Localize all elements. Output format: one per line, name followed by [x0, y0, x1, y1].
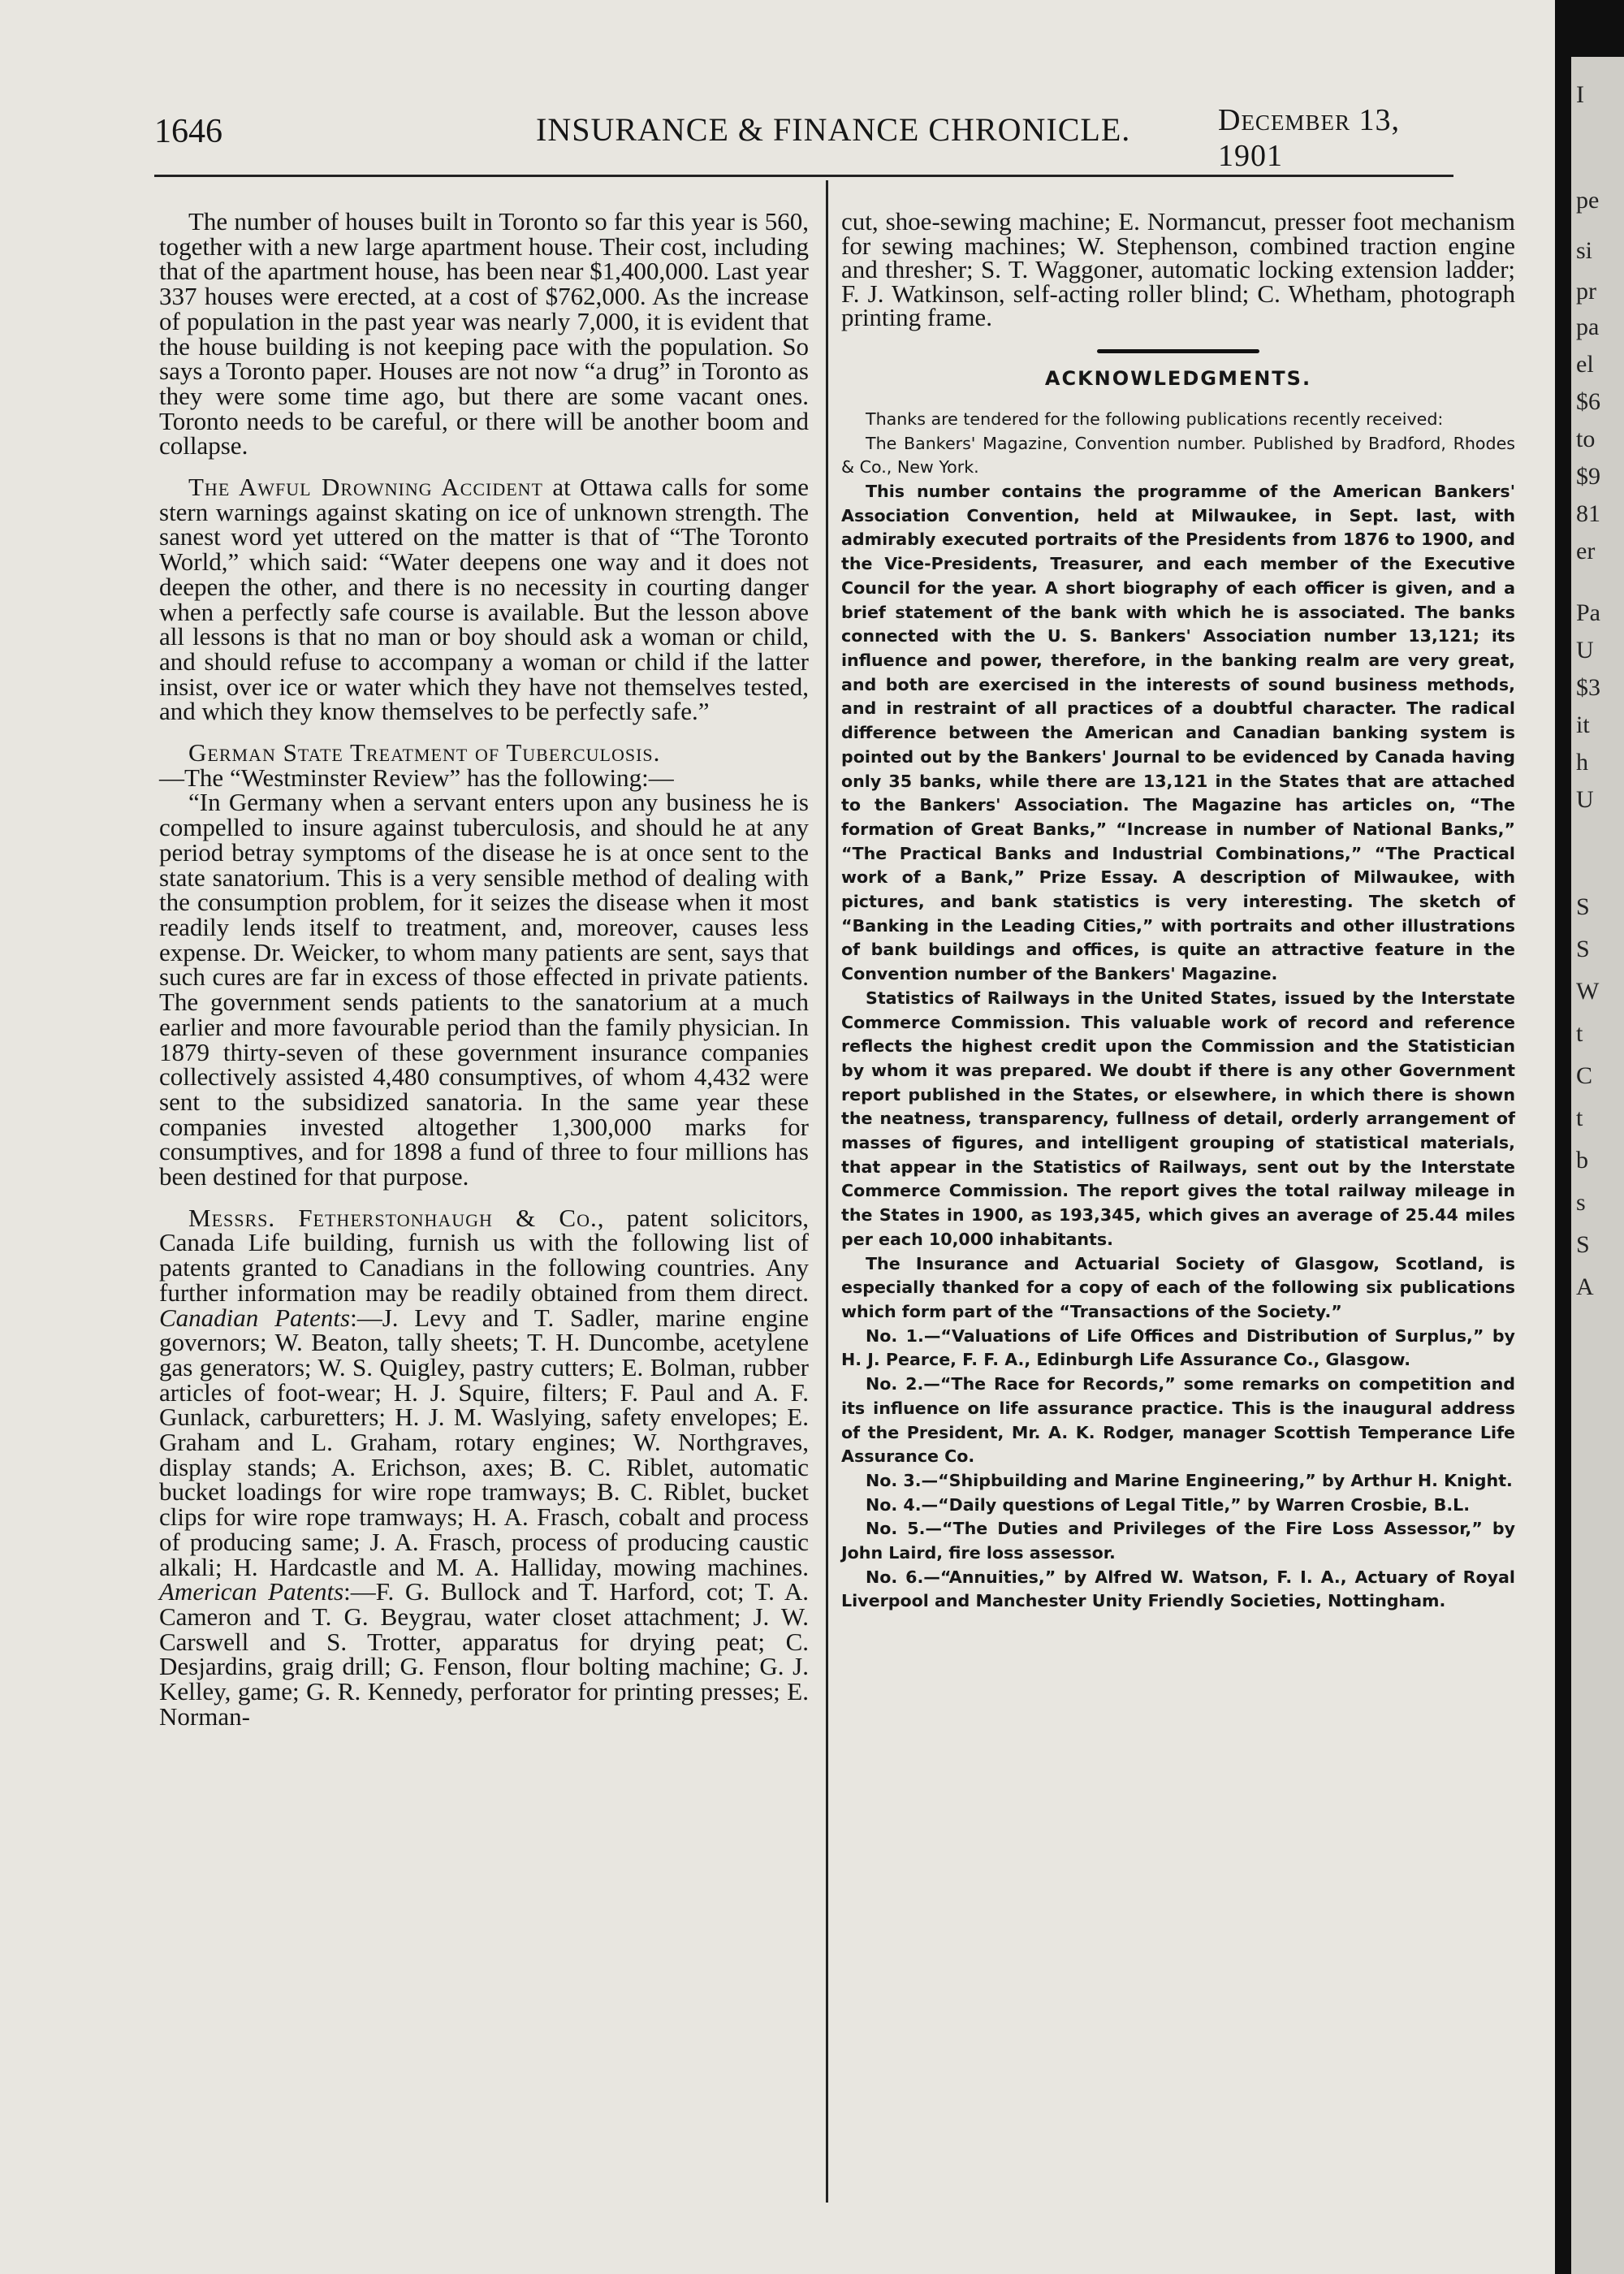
page-header — [154, 102, 1453, 173]
issue-date: December 13, 1901 — [1218, 103, 1400, 173]
publication-item: No. 6.—“Annuities,” by Alfred W. Watson, F. I. A., Actuary of Royal Liverpool and Manchester Unity Friendly Societies, Nottingham. — [841, 1567, 1515, 1611]
adjacent-page-fragment: h — [1576, 749, 1588, 776]
adjacent-page-fragment: si — [1576, 237, 1593, 264]
patents-paragraph — [159, 1203, 810, 1731]
american-patents-label: American Patents — [159, 1577, 344, 1606]
adjacent-page-fragment: $6 — [1576, 388, 1600, 415]
adjacent-page-fragment: I — [1576, 81, 1584, 108]
glasgow-society-text: The Insurance and Actuarial Society of Glasgow, Scotland, is especially thanked for a copy of each of the following six publications which form part of the “Transactions of the Society.” — [841, 1253, 1515, 1321]
adjacent-page-fragment: C — [1576, 1062, 1593, 1089]
adjacent-page-fragment: b — [1576, 1147, 1588, 1174]
journal-title: INSURANCE & FINANCE CHRONICLE. — [536, 111, 1131, 148]
adjacent-page-fragment: t — [1576, 1020, 1583, 1047]
adjacent-page-fragment: pe — [1576, 187, 1600, 214]
acknowledgments-heading: ACKNOWLEDGMENTS. — [1044, 366, 1312, 390]
adjacent-page-fragment: it — [1576, 711, 1590, 738]
patents-lead: Messrs. Fetherstonhaugh & Co., — [188, 1203, 605, 1232]
publication-item: No. 5.—“The Duties and Privileges of the Fire Loss Assessor,” by John Laird, fire loss assessor. — [841, 1519, 1515, 1563]
adjacent-page-fragment: S — [1576, 893, 1590, 920]
adjacent-page-fragment: U — [1576, 786, 1594, 813]
bankers-magazine-title: The Bankers' Magazine, Convention number. Published by Bradford, Rhodes & Co., New York. — [841, 433, 1515, 478]
publication-item: No. 4.—“Daily questions of Legal Title,” by Warren Crosbie, B.L. — [866, 1494, 1471, 1515]
publication-item: No. 2.—“The Race for Records,” some remarks on competition and its influence on life assurance practice. This is the inaugural address of the President, Mr. A. K. Rodger, manager Scottish Temperance Life Assurance Co. — [841, 1374, 1515, 1467]
patents-intro-text: patent solicitors, Canada Life building, furnish us with the following list of patents granted to Canadians in the following countries. Any further information may be readily obtained from them direct. — [159, 1203, 810, 1307]
adjacent-page-edge — [1571, 57, 1624, 2274]
adjacent-page-fragment: er — [1576, 538, 1596, 564]
left-column — [159, 207, 810, 1745]
railways-text: Statistics of Railways in the United States, issued by the Interstate Commerce Commission. This valuable work of record and reference reflects the highest credit upon the Commission and the Statistician by whom it was prepared. We doubt if there is any other Government report published in the States, or elsewhere, in which there is shown the neatness, transparency, fullness of detail, orderly arrangement of masses of figures, and intelligent grouping of statistical materials, that appear in the Statistics of Railways, sent out by the Interstate Commerce Commission. The report gives the total railway mileage in the States in 1900, as 193,345, which gives an average of 25.44 miles per each 10,000 inhabitants. — [841, 988, 1515, 1249]
adjacent-page-fragment: Pa — [1576, 599, 1600, 626]
tuberculosis-intro: —The “Westminster Review” has the following:— — [159, 763, 674, 792]
patents-continued: cut, shoe-sewing machine; E. Normancut, presser foot mechanism for sewing machines; W. Stephenson, combined traction engine and thresher; S. T. Waggoner, automatic locking extension ladder; F. J. Watkinson, self-acting roller blind; C. Whetham, photograph printing frame. — [841, 207, 1515, 332]
adjacent-page-fragment: $9 — [1576, 463, 1600, 490]
publication-item: No. 1.—“Valuations of Life Offices and Distribution of Surplus,” by H. J. Pearce, F. F. A., Edinburgh Life Assurance Co., Glasgow. — [841, 1325, 1515, 1370]
drowning-text: at Ottawa calls for some stern warnings against skating on ice of unknown strength. The sanest word yet uttered on the matter is that of “The Toronto World,” which said: “Water deepens one way and it does not deepen the other, and there is no necessity in courting danger when a perfectly safe course is available. But the lesson above all lessons is that no man or boy should ask a woman or child, and should refuse to accompany a woman or child if the latter insist, over ice or water which they have not themselves tested, and which they know themselves to be perfectly safe.” — [159, 473, 809, 726]
adjacent-page-fragment: U — [1576, 637, 1594, 664]
adjacent-page-fragment: W — [1576, 978, 1600, 1005]
acknowledgments-intro: Thanks are tendered for the following publications recently received: — [866, 409, 1444, 429]
canadian-patents-label: Canadian Patents — [159, 1303, 351, 1332]
page-number: 1646 — [154, 113, 222, 150]
american-patents-list: :—F. G. Bullock and T. Harford, cot; T. A. Cameron and T. G. Beygrau, water closet attachment; J. W. Carswell and S. Trotter, apparatus for drying peat; C. Desjardins, graig drill; G. Fenson, flour bolting machine; G. J. Kelley, game; G. R. Kennedy, perforator for printing presses; E. Norman- — [159, 1577, 809, 1731]
canadian-patents-list: :—J. Levy and T. Sadler, marine engine governors; W. Beaton, tally sheets; T. H. Duncombe, acetylene gas generators; W. S. Quigley, pastry cutters; E. Bolman, rubber articles of foot-wear; H. J. Squire, filters; F. Paul and A. F. Gunlack, carburetters; H. J. M. Waslying, safety envelopes; E. Graham and L. Graham, rotary engines; W. Northgraves, display stands; A. Erichson, axes; B. C. Riblet, automatic bucket loadings for wire rope tramways; B. C. Riblet, bucket clips for wire rope tramways; H. A. Frasch, cobalt and process of producing same; J. A. Frasch, process of producing caustic alkali; H. Hardcastle and M. A. Halliday, mowing machines. — [159, 1303, 809, 1581]
drowning-lead: The Awful Drowning Accident — [188, 473, 543, 502]
adjacent-page-fragment: 81 — [1576, 500, 1600, 527]
column-divider — [826, 180, 828, 2203]
adjacent-page-fragment: el — [1576, 351, 1594, 378]
adjacent-page-fragment: pr — [1576, 278, 1596, 305]
tuberculosis-paragraph — [159, 738, 809, 767]
adjacent-page-fragment: A — [1576, 1273, 1594, 1300]
right-column — [841, 207, 1515, 1614]
publication-item: No. 3.—“Shipbuilding and Marine Engineering,” by Arthur H. Knight. — [866, 1470, 1513, 1490]
housing-paragraph: The number of houses built in Toronto so far this year is 560, together with a new large apartment house. Their cost, including that of the apartment house, has been near $1,400,000. Last year 337 houses were erected, at a cost of $762,000. As the increase of population in the past year was nearly 7,000, it is evident that the house building is not keeping pace with the population. So says a Toronto paper. Houses are not now “a drug” in Toronto as they were some time ago, but there are some vacant ones. Toronto needs to be careful, or there will be another boom and collapse. — [159, 207, 809, 460]
tuberculosis-lead: German State Treatment of Tuberculosis. — [188, 738, 661, 767]
tuberculosis-quote: “In Germany when a servant enters upon any business he is compelled to insure against tuberculosis, and should he at any period betray symptoms of the disease he is at once sent to the state sanatorium. This is a very sensible method of dealing with the consumption problem, for it seizes the disease when it most readily lends itself to treatment, and, moreover, causes less expense. Dr. Weicker, to whom many patients are sent, says that such cures are far in excess of those effected in private patients. The government sends patients to the sanatorium at a much earlier and more favourable period than the family physician. In 1879 thirty-seven of these government insurance companies collectively assisted 4,480 consumptives, of whom 4,432 were sent to the subsidized sanatoria. In the same year these companies invested altogether 1,300,000 marks for consumptives, and for 1898 a fund of three to four millions has been destined for that purpose. — [159, 788, 809, 1191]
adjacent-page-fragment: pa — [1576, 313, 1600, 340]
section-ornament — [841, 341, 1515, 357]
adjacent-page-fragment: $3 — [1576, 674, 1600, 701]
adjacent-page-fragment: t — [1576, 1105, 1583, 1131]
adjacent-page-fragment: s — [1576, 1189, 1586, 1216]
adjacent-page-fragment: S — [1576, 1231, 1590, 1258]
header-rule — [154, 175, 1453, 177]
drowning-paragraph — [159, 475, 809, 724]
bankers-magazine-text: This number contains the programme of the American Bankers' Association Convention, held at Milwaukee, in Sept. last, with admirably executed portraits of the Presidents from 1876 to 1900, and the Vice-Presidents, Treasurer, and each member of the Executive Council for the year. A short biography of each officer is given, and a brief statement of the bank with which he is associated. The banks connected with the U. S. Bankers' Association number 13,121; its influence and power, therefore, in the banking realm are very great, and both are exercised in the interests of sound business methods, and in restraint of all practices of a doubtful character. The radical difference between the American and Canadian banking system is pointed out by the Bankers' Journal to be evidenced by Canada having only 35 banks, while there are 13,121 in the States that are attached to the Bankers' Association. The Magazine has articles on, “The formation of Great Banks,” “Increase in number of National Banks,” “The Practical Banks and Industrial Combinations,” “The Practical work of a Bank,” Prize Essay. A description of Milwaukee, with pictures, and bank statistics is very interesting. The sketch of “Banking in the Leading Cities,” with portraits and other illustrations of bank buildings and offices, is quite an attractive feature in the Convention number of the Bankers' Magazine. — [841, 482, 1515, 984]
adjacent-page-fragment: to — [1576, 426, 1596, 452]
adjacent-page-fragment: S — [1576, 936, 1590, 962]
